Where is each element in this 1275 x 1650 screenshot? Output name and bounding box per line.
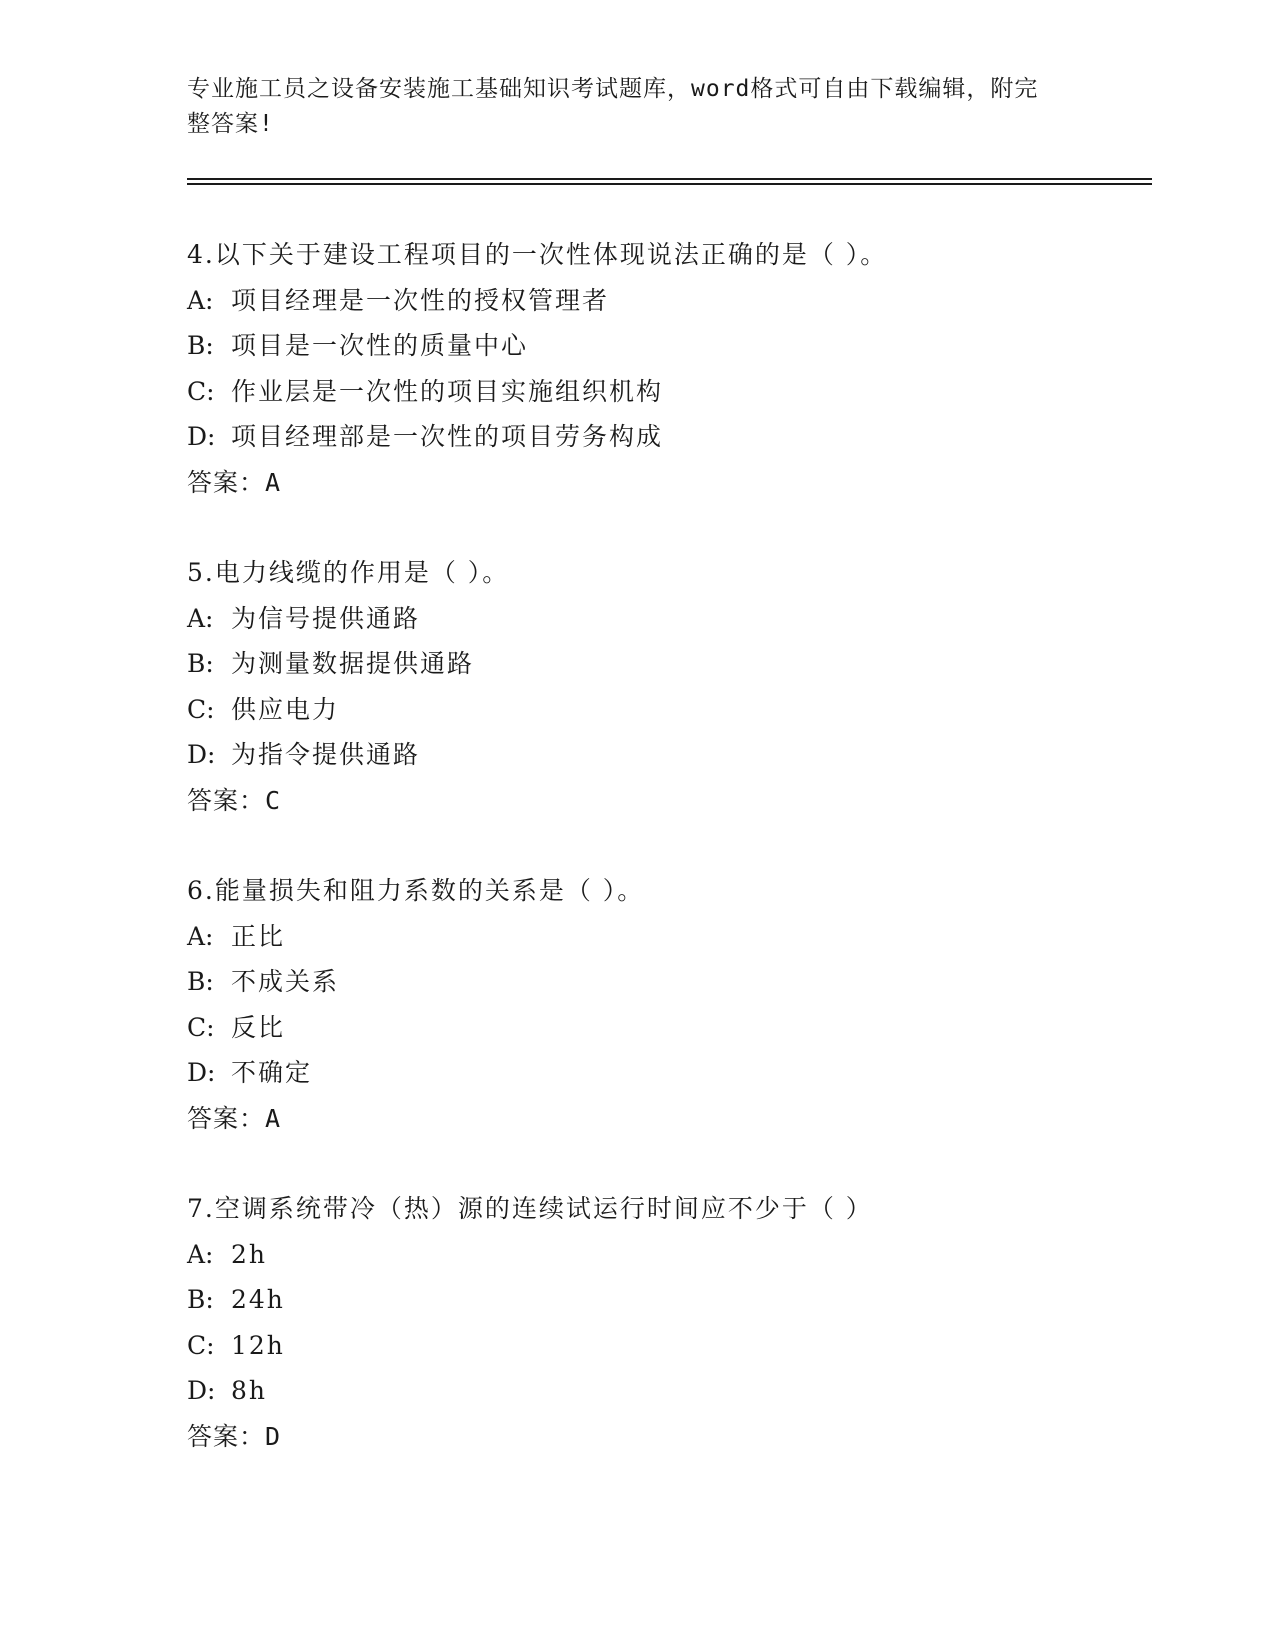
option-letter: C:: [187, 694, 215, 724]
header-line-1: 专业施工员之设备安装施工基础知识考试题库，word格式可自由下载编辑，附完: [187, 76, 1039, 102]
option-c: [187, 369, 1147, 415]
answer-label: 答案：: [187, 1103, 266, 1133]
option-text: 为信号提供通路: [231, 603, 421, 633]
answer-label: 答案：: [187, 467, 266, 497]
option-b: [187, 641, 1147, 687]
question-block: [187, 232, 1147, 505]
option-letter: C:: [187, 376, 215, 406]
option-letter: A:: [187, 1239, 214, 1269]
option-text: 不成关系: [231, 967, 340, 996]
option-text: 项目经理部是一次性的项目劳务构成: [231, 422, 664, 451]
option-letter: D:: [187, 1376, 216, 1405]
option-letter: A:: [187, 921, 214, 951]
option-a: [187, 1232, 1147, 1278]
option-text: 项目经理是一次性的授权管理者: [231, 285, 610, 315]
option-text: 2h: [231, 1239, 268, 1269]
option-b: [187, 959, 1147, 1005]
option-text: 24h: [231, 1285, 285, 1314]
option-text: 反比: [231, 1012, 286, 1042]
option-text: 供应电力: [231, 694, 340, 724]
option-d: [187, 414, 1147, 460]
answer-value: D: [265, 1421, 281, 1451]
question-block: [187, 1186, 1147, 1459]
option-a: [187, 914, 1147, 960]
question-stem: 5.电力线缆的作用是（ ）。: [187, 558, 510, 587]
answer-line: [187, 778, 1147, 824]
header-divider-bottom: [187, 183, 1152, 185]
option-letter: D:: [187, 1058, 216, 1087]
option-letter: D:: [187, 740, 216, 769]
option-letter: B:: [187, 331, 214, 360]
option-d: [187, 1050, 1147, 1096]
option-a: [187, 278, 1147, 324]
option-text: 为测量数据提供通路: [231, 649, 475, 678]
answer-line: [187, 1414, 1147, 1460]
option-b: [187, 1277, 1147, 1323]
option-letter: C:: [187, 1330, 215, 1360]
document-header: [187, 72, 1077, 142]
answer-value: C: [265, 785, 281, 815]
option-b: [187, 323, 1147, 369]
question-stem: 6.能量损失和阻力系数的关系是（ ）。: [187, 876, 645, 905]
answer-value: A: [265, 467, 281, 497]
answer-label: 答案：: [187, 785, 266, 815]
option-d: [187, 1368, 1147, 1414]
option-c: [187, 1005, 1147, 1051]
option-letter: A:: [187, 603, 214, 633]
option-text: 项目是一次性的质量中心: [231, 331, 529, 360]
answer-line: [187, 460, 1147, 506]
question-stem: 4.以下关于建设工程项目的一次性体现说法正确的是（ ）。: [187, 240, 888, 269]
question-block: [187, 868, 1147, 1141]
option-d: [187, 732, 1147, 778]
answer-label: 答案：: [187, 1421, 266, 1451]
option-letter: B:: [187, 967, 214, 996]
option-text: 8h: [231, 1376, 268, 1405]
answer-value: A: [265, 1103, 281, 1133]
option-a: [187, 596, 1147, 642]
header-divider-top: [187, 178, 1152, 180]
option-text: 不确定: [231, 1058, 313, 1087]
option-text: 作业层是一次性的项目实施组织机构: [231, 376, 664, 406]
answer-line: [187, 1096, 1147, 1142]
option-letter: D:: [187, 422, 216, 451]
option-letter: C:: [187, 1012, 215, 1042]
option-text: 为指令提供通路: [231, 740, 421, 769]
option-letter: B:: [187, 1285, 214, 1314]
question-block: [187, 550, 1147, 823]
question-stem: 7.空调系统带冷（热）源的连续试运行时间应不少于（ ）: [187, 1194, 873, 1223]
option-c: [187, 687, 1147, 733]
option-letter: B:: [187, 649, 214, 678]
option-text: 正比: [231, 921, 286, 951]
option-letter: A:: [187, 285, 214, 315]
header-line-2: 整答案!: [187, 111, 274, 137]
option-c: [187, 1323, 1147, 1369]
option-text: 12h: [231, 1330, 285, 1360]
